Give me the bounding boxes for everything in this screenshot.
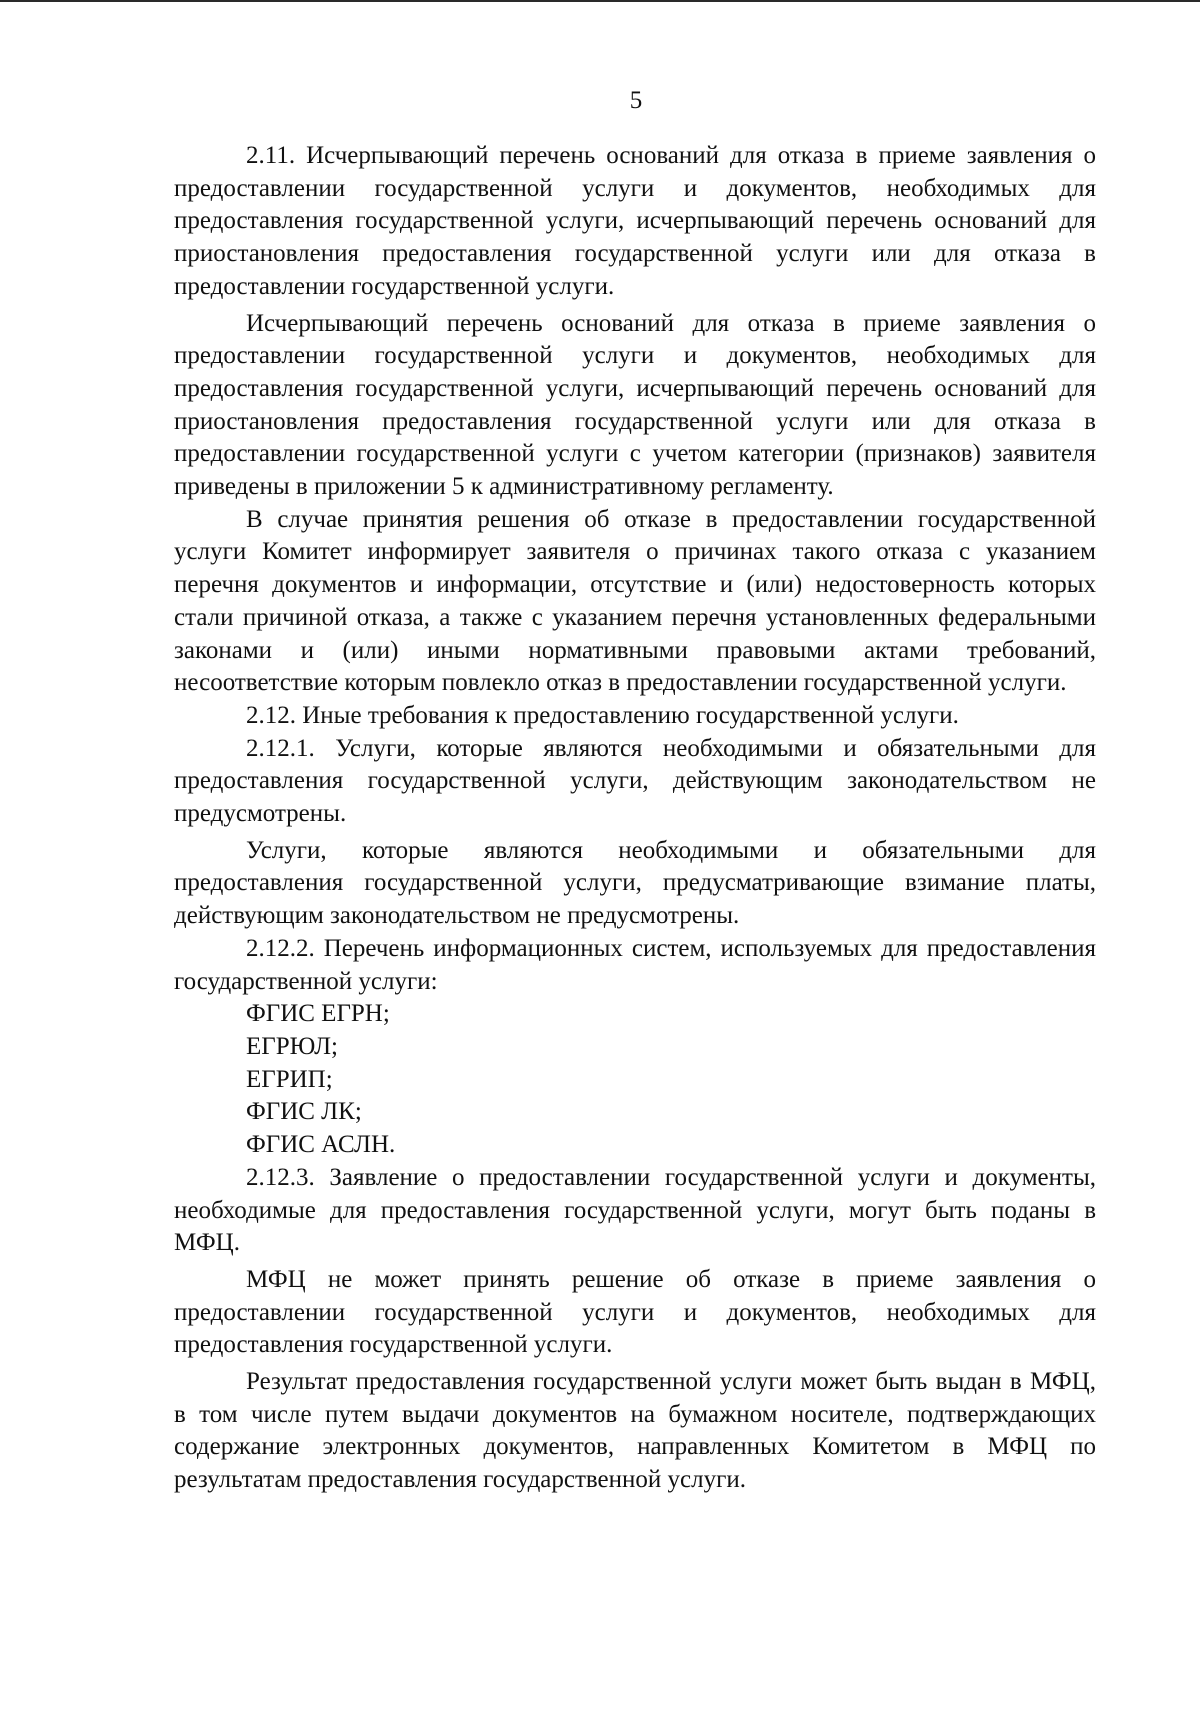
section-2-12-1: 2.12.1. Услуги, которые являются необходимыми и обязательными для предоставления государственной услуги, действующим законодательством не предусмотрены. — [174, 734, 1096, 828]
section-2-11-paragraph-2: В случае принятия решения об отказе в предоставлении государственной услуги Комитет информирует заявителя о причинах такого отказа с указанием перечня документов и информации, отсутствие и (или) недостоверность которых стали причиной отказа, а также с указанием перечня установленных федеральными законами и (или) иными нормативными правовыми актами требований, несоответствие которым повлекло отказ в предоставлении государственной услуги. — [174, 505, 1096, 697]
section-2-12-2: 2.12.2. Перечень информационных систем, используемых для предоставления государственной услуги: — [174, 934, 1096, 995]
list-item: ЕГРИП; — [246, 1065, 333, 1093]
list-item: ЕГРЮЛ; — [246, 1032, 338, 1060]
section-2-12-3-paragraph-1: МФЦ не может принять решение об отказе в приеме заявления о предоставлении государственной услуги и документов, необходимых для предоставления государственной услуги. — [174, 1265, 1096, 1359]
section-2-12-heading: 2.12. Иные требования к предоставлению государственной услуги. — [246, 701, 959, 729]
section-2-12-1-paragraph: Услуги, которые являются необходимыми и обязательными для предоставления государственной услуги, предусматривающие взимание платы, действующим законодательством не предусмотрены. — [174, 836, 1096, 930]
section-2-12-3: 2.12.3. Заявление о предоставлении государственной услуги и документы, необходимые для предоставления государственной услуги, могут быть поданы в МФЦ. — [174, 1163, 1096, 1257]
scan-top-edge — [0, 0, 1200, 2]
section-2-12-3-paragraph-2: Результат предоставления государственной услуги может быть выдан в МФЦ, в том числе путем выдачи документов на бумажном носителе, подтверждающих содержание электронных документов, направленных Комитетом в МФЦ по результатам предоставления государственной услуги. — [174, 1368, 1096, 1494]
list-item: ФГИС ЛК; — [246, 1098, 362, 1126]
list-item: ФГИС ЕГРН; — [246, 1000, 390, 1028]
section-2-11-heading: 2.11. Исчерпывающий перечень оснований для отказа в приеме заявления о предоставлении государственной услуги и документов, необходимых для предоставления государственной услуги, исчерпывающий перечень оснований для приостановления предоставления государственной услуги или для отказа в предоставлении государственной услуги. — [174, 142, 1096, 300]
list-item: ФГИС АСЛН. — [246, 1131, 396, 1159]
page-number: 5 — [629, 87, 643, 114]
section-2-11-paragraph-1: Исчерпывающий перечень оснований для отказа в приеме заявления о предоставлении государственной услуги и документов, необходимых для предоставления государственной услуги, исчерпывающий перечень оснований для приостановления предоставления государственной услуги или для отказа в предоставлении государственной услуги с учетом категории (признаков) заявителя приведены в приложении 5 к административному регламенту. — [174, 309, 1096, 501]
document-body — [174, 140, 1096, 1497]
information-systems-list — [174, 998, 1096, 1162]
